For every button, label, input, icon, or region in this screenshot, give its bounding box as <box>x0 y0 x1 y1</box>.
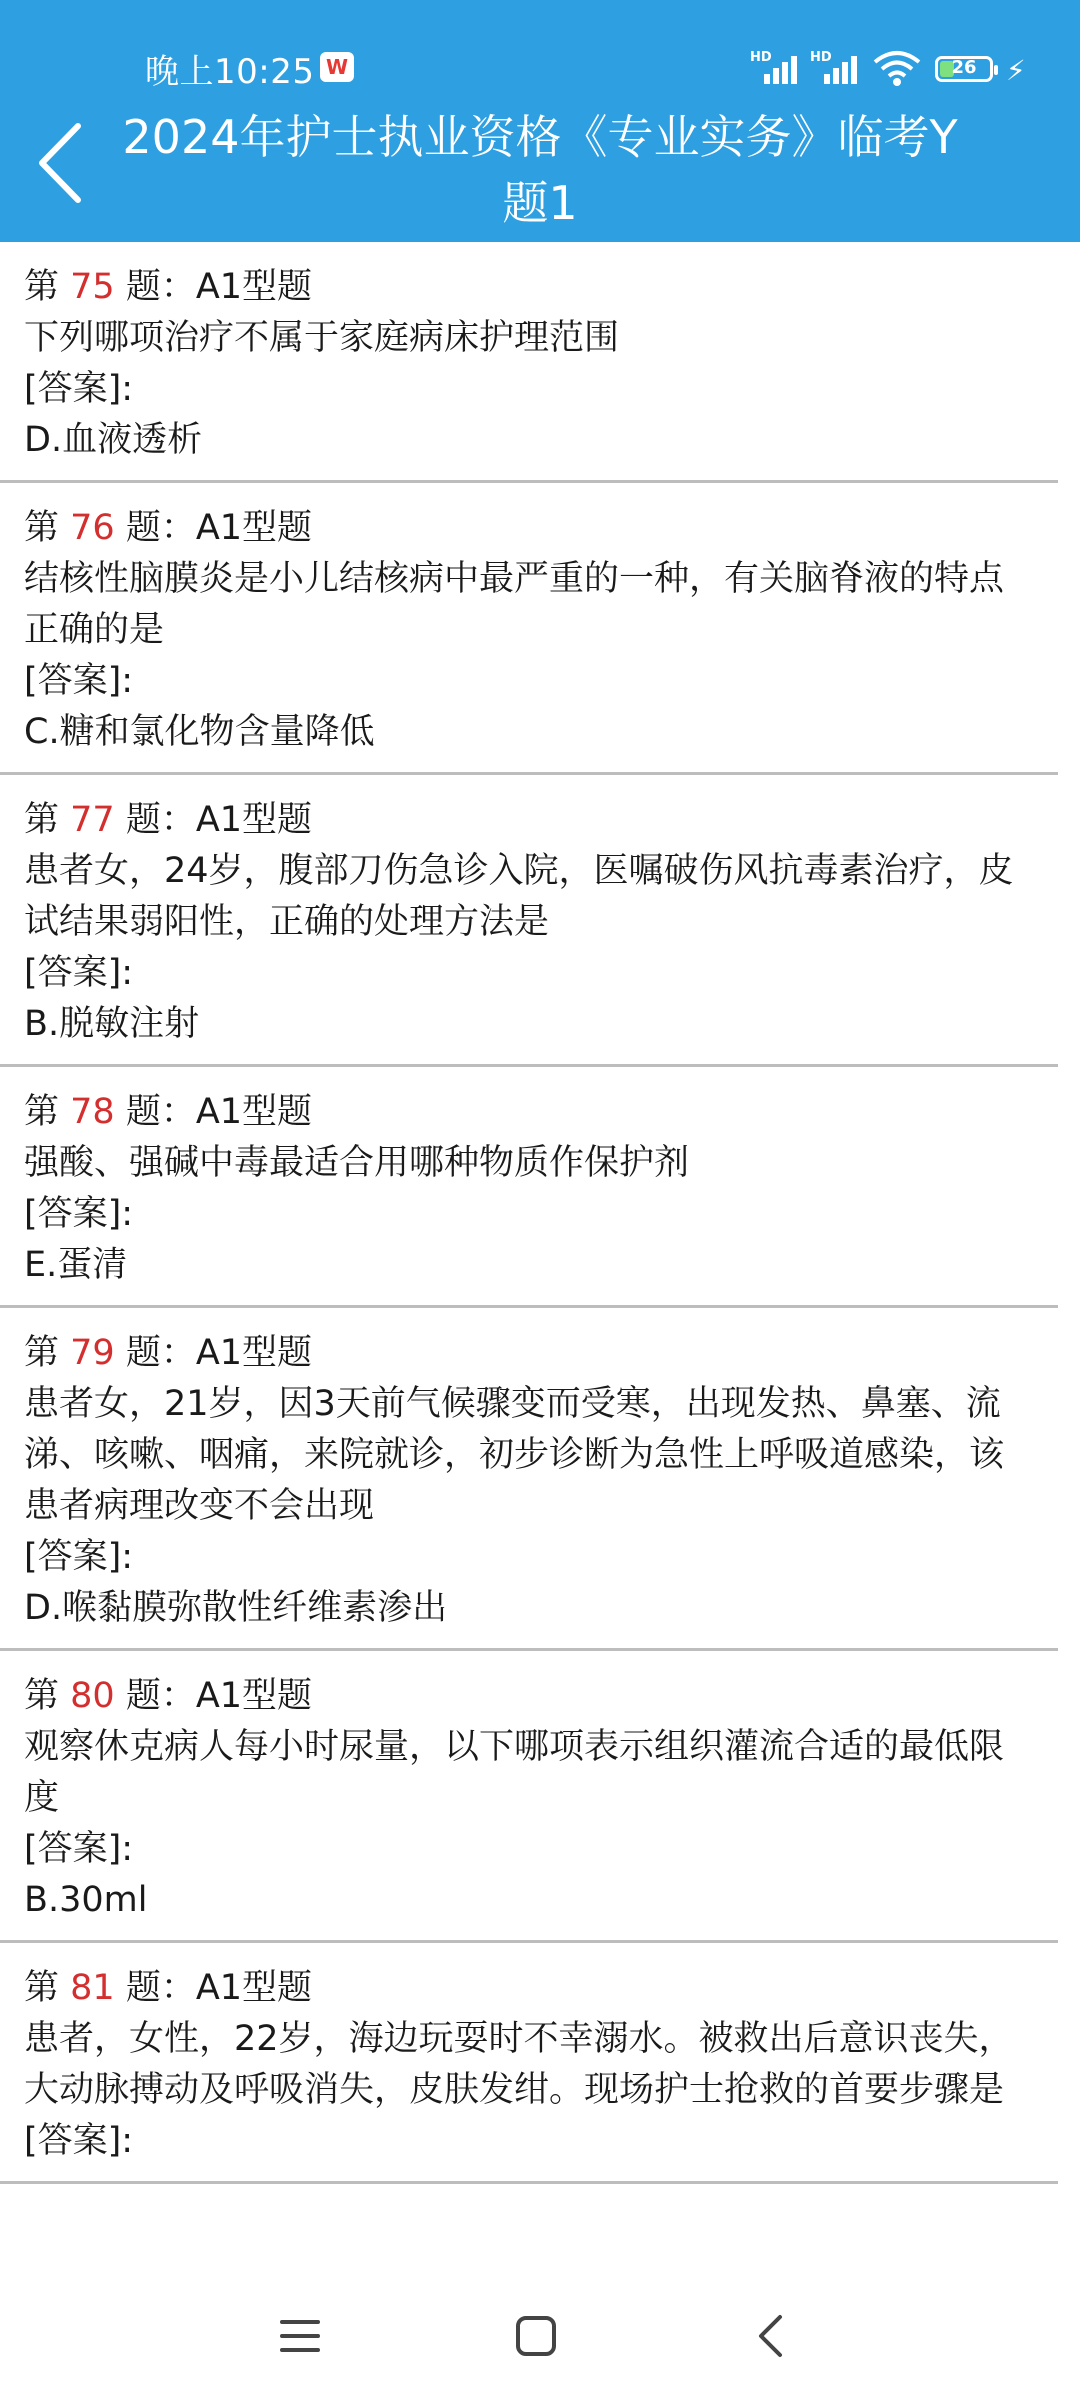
question-number: 80 <box>70 1676 115 1716</box>
question-number: 78 <box>70 1092 115 1132</box>
question-number: 76 <box>70 508 115 548</box>
battery-icon <box>935 56 993 82</box>
question-type: 题：A1型题 <box>114 1333 313 1373</box>
question-number: 79 <box>70 1333 115 1373</box>
question-item[interactable] <box>0 1943 1058 2184</box>
question-number: 77 <box>70 800 115 840</box>
question-header <box>24 503 1036 554</box>
question-list[interactable] <box>0 242 1080 2272</box>
question-text: 患者女，24岁，腹部刀伤急诊入院，医嘱破伤风抗毒素治疗，皮试结果弱阳性，正确的处理方法是 <box>24 851 1014 942</box>
answer-text: B.脱敏注射 <box>24 1004 200 1044</box>
question-text: 患者女，21岁，因3天前气候骤变而受寒，出现发热、鼻塞、流涕、咳嗽、咽痛，来院就诊，初步诊断为急性上呼吸道感染，该患者病理改变不会出现 <box>24 1384 1005 1526</box>
nav-back-icon <box>755 2313 785 2359</box>
answer-text: D.血液透析 <box>24 420 203 460</box>
question-header <box>24 1963 1036 2014</box>
question-number: 81 <box>70 1968 115 2008</box>
question-text: 结核性脑膜炎是小儿结核病中最严重的一种，有关脑脊液的特点正确的是 <box>24 559 1005 650</box>
question-prefix: 第 <box>24 1968 71 2008</box>
question-item[interactable] <box>0 483 1058 775</box>
question-prefix: 第 <box>24 267 71 307</box>
question-type: 题：A1型题 <box>114 1676 313 1716</box>
question-type: 题：A1型题 <box>114 800 313 840</box>
answer-label: [答案]: <box>24 369 134 409</box>
question-text: 观察休克病人每小时尿量，以下哪项表示组织灌流合适的最低限度 <box>24 1727 1005 1818</box>
charging-icon: ⚡ <box>1006 54 1026 87</box>
question-header <box>24 795 1036 846</box>
battery-percent: 26 <box>951 57 977 78</box>
question-number: 75 <box>70 267 115 307</box>
answer-label: [答案]: <box>24 953 134 993</box>
answer-label: [答案]: <box>24 1829 134 1869</box>
nav-back-button[interactable] <box>710 2272 830 2400</box>
status-time: 晚上10:25 <box>145 52 315 92</box>
question-type: 题：A1型题 <box>114 508 313 548</box>
question-type: 题：A1型题 <box>114 1968 313 2008</box>
question-item[interactable] <box>0 1651 1058 1943</box>
nav-menu-button[interactable] <box>240 2272 360 2400</box>
status-bar: 晚上10:25 W HD HD 26 ⚡ <box>0 0 1080 100</box>
answer-label: [答案]: <box>24 661 134 701</box>
answer-label: [答案]: <box>24 1537 134 1577</box>
question-item[interactable] <box>0 1067 1058 1308</box>
question-header <box>24 262 1036 313</box>
wps-app-icon: W <box>320 52 354 82</box>
answer-text: C.糖和氯化物含量降低 <box>24 712 375 752</box>
question-type: 题：A1型题 <box>114 267 313 307</box>
question-header <box>24 1328 1036 1379</box>
question-item[interactable] <box>0 242 1058 483</box>
question-prefix: 第 <box>24 1333 71 1373</box>
answer-text: B.30ml <box>24 1880 148 1920</box>
home-square-icon <box>514 2314 558 2358</box>
question-type: 题：A1型题 <box>114 1092 313 1132</box>
question-prefix: 第 <box>24 508 71 548</box>
question-text: 患者，女性，22岁，海边玩耍时不幸溺水。被救出后意识丧失，大动脉搏动及呼吸消失，皮肤发绀。现场护士抢救的首要步骤是 <box>24 2019 1014 2110</box>
question-item[interactable] <box>0 1308 1058 1651</box>
answer-label: [答案]: <box>24 2121 134 2161</box>
nav-home-button[interactable] <box>476 2272 596 2400</box>
wifi-icon <box>872 48 922 88</box>
question-prefix: 第 <box>24 800 71 840</box>
system-nav-bar <box>0 2272 1080 2400</box>
question-prefix: 第 <box>24 1092 71 1132</box>
app-header <box>0 0 1080 242</box>
question-prefix: 第 <box>24 1676 71 1716</box>
question-item[interactable] <box>0 775 1058 1067</box>
question-text: 强酸、强碱中毒最适合用哪种物质作保护剂 <box>24 1143 690 1183</box>
page-title: 2024年护士执业资格《专业实务》临考Y题1 <box>122 110 958 230</box>
question-text: 下列哪项治疗不属于家庭病床护理范围 <box>24 318 620 358</box>
answer-label: [答案]: <box>24 1194 134 1234</box>
answer-text: E.蛋清 <box>24 1245 128 1285</box>
question-header <box>24 1671 1036 1722</box>
back-arrow-icon[interactable] <box>28 118 98 208</box>
question-header <box>24 1087 1036 1138</box>
menu-icon <box>278 2318 322 2354</box>
answer-text: D.喉黏膜弥散性纤维素渗出 <box>24 1588 448 1628</box>
